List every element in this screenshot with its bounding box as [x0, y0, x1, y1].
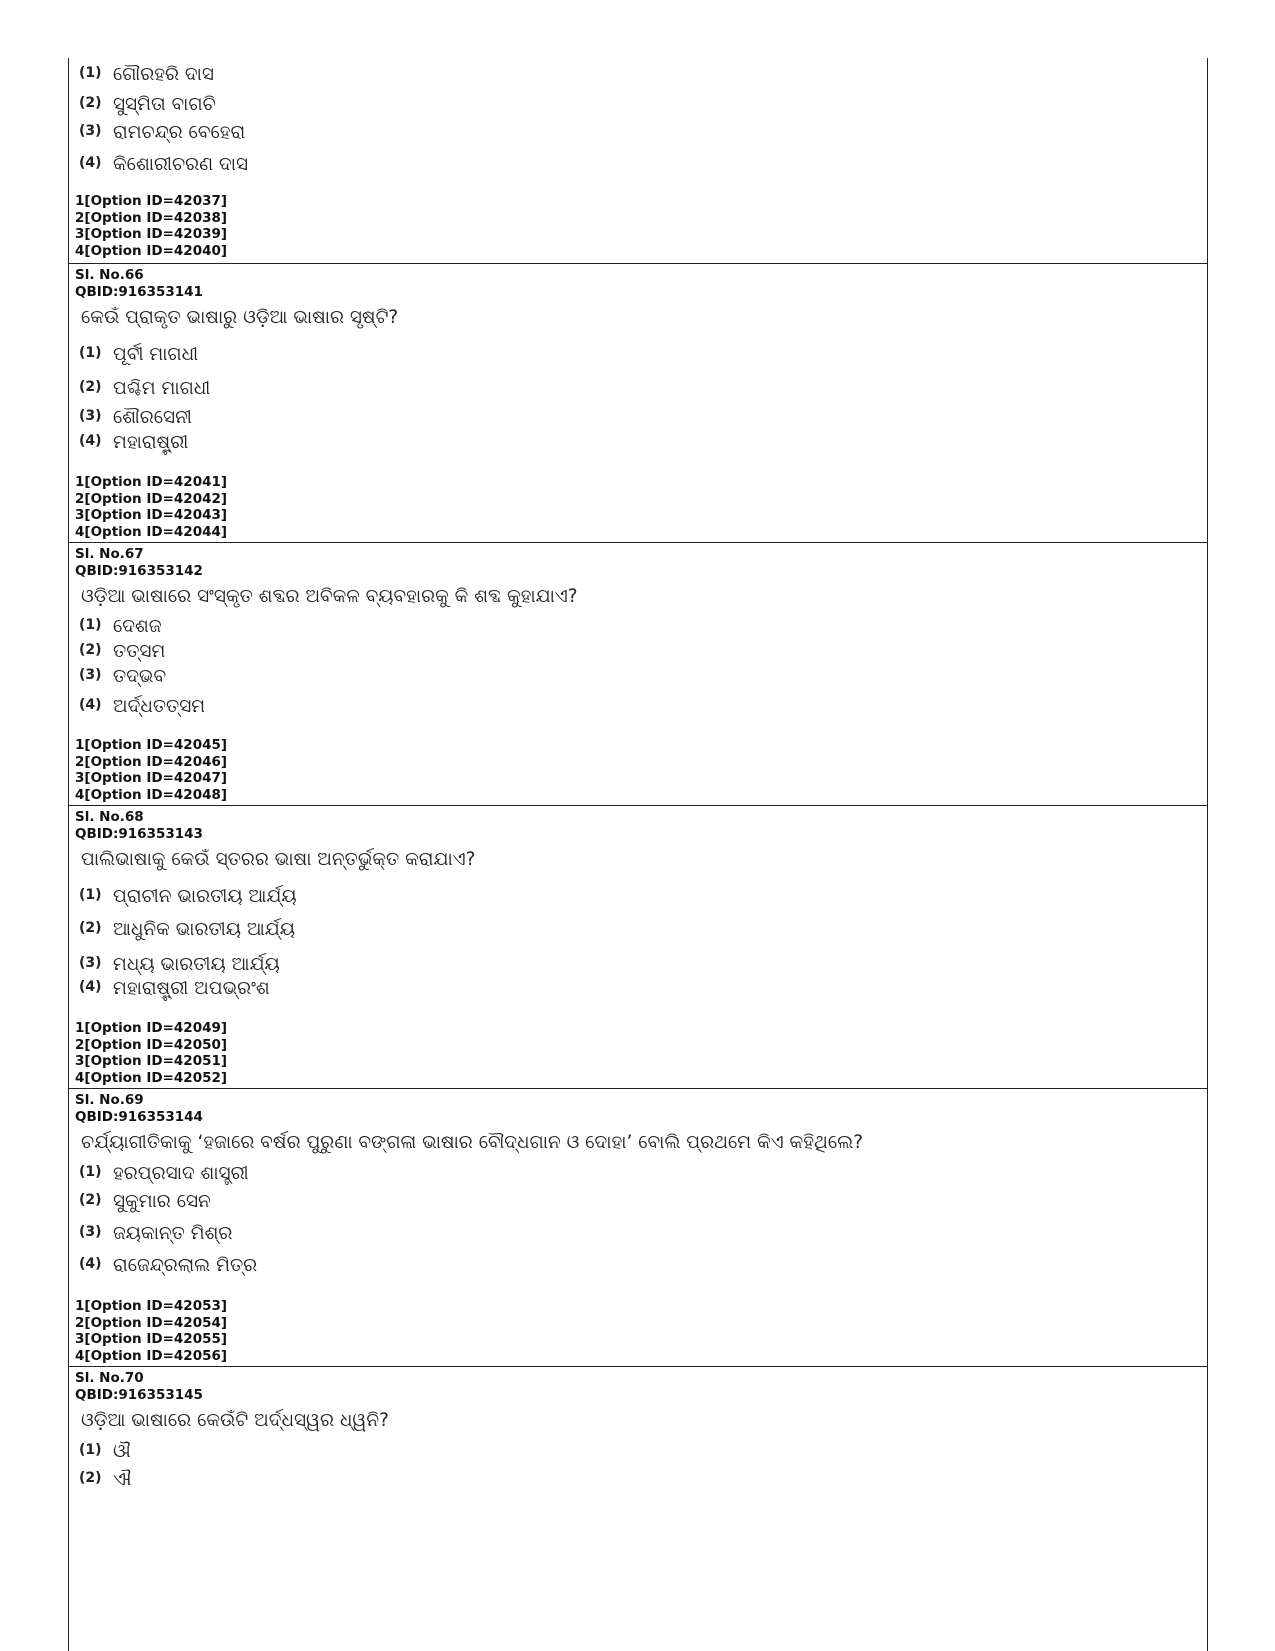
- option-text: ସୁକୁମାର ସେନ: [113, 1191, 211, 1212]
- option-text: ମହାରାଷ୍ଟ୍ରୀ: [113, 432, 189, 453]
- option-number: (1): [79, 1442, 102, 1458]
- option-3: [79, 1223, 232, 1244]
- question-text: ଓଡ଼ିଆ ଭାଷାରେ କେଉଁଟି ଅର୍ଦ୍ଧସ୍ୱର ଧ୍ୱନି?: [81, 1410, 389, 1431]
- option-text: ଅର୍ଦ୍ଧତତ୍ସମ: [113, 696, 206, 717]
- option-4: [79, 432, 188, 453]
- option-number: (1): [79, 345, 102, 361]
- option-3: [79, 122, 245, 143]
- option-3: [79, 954, 280, 975]
- option-number: (3): [79, 667, 102, 683]
- option-text: ଐ: [113, 1469, 132, 1490]
- option-number: (4): [79, 697, 102, 713]
- option-text: ମହାରାଷ୍ଟ୍ରୀ ଅପଭ୍ରଂଶ: [113, 978, 270, 999]
- option-id: 1[Option ID=42045]: [75, 737, 228, 753]
- option-number: (1): [79, 617, 102, 633]
- option-2: [79, 1469, 132, 1490]
- option-1: [79, 616, 162, 637]
- sl-no: Sl. No.69: [75, 1092, 144, 1108]
- option-2: [79, 94, 216, 115]
- option-1: [79, 886, 297, 907]
- option-id: 4[Option ID=42048]: [75, 786, 228, 803]
- option-id: 2[Option ID=42054]: [75, 1314, 228, 1331]
- option-number: (1): [79, 1164, 102, 1180]
- option-id: 1[Option ID=42037]: [75, 193, 228, 209]
- sl-no: Sl. No.70: [75, 1370, 144, 1386]
- option-id: 4[Option ID=42056]: [75, 1347, 228, 1364]
- option-text: ଗୌରହରି ଦାସ: [113, 64, 214, 85]
- option-2: [79, 1191, 211, 1212]
- option-number: (4): [79, 433, 102, 449]
- option-ids: [75, 193, 227, 259]
- option-text: ଦେଶଜ: [113, 616, 162, 637]
- question-text: ଚର୍ଯ୍ୟାଗୀତିକାକୁ ‘ହଜାରେ ବର୍ଷର ପୁରୁଣା ବଙ୍ଗଳା ଭାଷାର ବୌଦ୍ଧଗାନ ଓ ଦୋହା’ ବୋଲି ପ୍ରଥମେ କିଏ କହିଥିଲେ?: [81, 1132, 864, 1153]
- option-text: ତତ୍ସମ: [113, 641, 166, 662]
- qbid: QBID:916353145: [75, 1386, 203, 1403]
- option-id: 2[Option ID=42038]: [75, 209, 228, 226]
- question-block-68: [69, 805, 1207, 1088]
- qbid: QBID:916353144: [75, 1108, 203, 1125]
- option-text: କିଶୋରୀଚରଣ ଦାସ: [113, 154, 249, 175]
- option-number: (3): [79, 1224, 102, 1240]
- option-number: (1): [79, 887, 102, 903]
- option-2: [79, 919, 295, 940]
- option-number: (2): [79, 642, 102, 658]
- option-2: [79, 641, 165, 662]
- question-block-67: [69, 542, 1207, 805]
- option-ids: [75, 737, 227, 803]
- sl-no: Sl. No.68: [75, 809, 144, 825]
- option-text: ଜୟକାନ୍ତ ମିଶ୍ର: [113, 1223, 233, 1244]
- question-block-65: [69, 58, 1207, 263]
- option-text: ସୁସ୍ମିତା ବାଗଚି: [113, 94, 216, 115]
- question-block-69: [69, 1088, 1207, 1366]
- option-id: 2[Option ID=42046]: [75, 753, 228, 770]
- option-id: 1[Option ID=42041]: [75, 474, 228, 490]
- option-3: [79, 666, 166, 687]
- option-id: 1[Option ID=42049]: [75, 1020, 228, 1036]
- option-id: 3[Option ID=42043]: [75, 507, 228, 523]
- option-number: (2): [79, 920, 102, 936]
- option-text: ଶୌରସେନୀ: [113, 407, 192, 428]
- option-ids: [75, 1298, 227, 1364]
- option-number: (3): [79, 123, 102, 139]
- option-text: ହରପ୍ରସାଦ ଶାସ୍ତ୍ରୀ: [113, 1163, 249, 1184]
- option-text: ରାମଚନ୍ଦ୍ର ବେହେରା: [113, 122, 246, 143]
- question-paper-page: [68, 58, 1208, 1651]
- option-text: ପୂର୍ବୀ ମାଗଧୀ: [113, 344, 199, 365]
- option-id: 3[Option ID=42039]: [75, 226, 228, 242]
- option-text: ମଧ୍ୟ ଭାରତୀୟ ଆର୍ଯ୍ୟ: [113, 954, 280, 975]
- option-id: 1[Option ID=42053]: [75, 1298, 228, 1314]
- option-number: (2): [79, 379, 102, 395]
- option-2: [79, 378, 210, 399]
- option-number: (3): [79, 408, 102, 424]
- question-text: ପାଲିଭାଷାକୁ କେଉଁ ସ୍ତରର ଭାଷା ଅନ୍ତର୍ଭୁକ୍ତ କରାଯାଏ?: [81, 849, 476, 870]
- qbid: QBID:916353142: [75, 562, 203, 579]
- option-number: (4): [79, 979, 102, 995]
- question-text: କେଉଁ ପ୍ରାକୃତ ଭାଷାରୁ ଓଡ଼ିଆ ଭାଷାର ସୃଷ୍ଟି?: [81, 307, 399, 328]
- option-ids: [75, 1020, 227, 1086]
- option-4: [79, 1255, 257, 1276]
- option-4: [79, 696, 205, 717]
- sl-no: Sl. No.66: [75, 267, 144, 283]
- option-text: ଔ: [113, 1441, 131, 1462]
- question-text: ଓଡ଼ିଆ ଭାଷାରେ ସଂସ୍କୃତ ଶବ୍ଦର ଅବିକଳ ବ୍ୟବହାରକୁ କି ଶବ୍ଦ କୁହାଯାଏ?: [81, 586, 578, 607]
- option-text: ଆଧୁନିକ ଭାରତୀୟ ଆର୍ଯ୍ୟ: [113, 919, 296, 940]
- option-text: ପ୍ରାଚୀନ ଭାରତୀୟ ଆର୍ଯ୍ୟ: [113, 886, 297, 907]
- option-id: 3[Option ID=42055]: [75, 1331, 228, 1347]
- option-number: (2): [79, 1470, 102, 1486]
- option-1: [79, 1163, 249, 1184]
- option-text: ରାଜେନ୍ଦ୍ରଲାଲ ମିତ୍ର: [113, 1255, 258, 1276]
- option-number: (3): [79, 955, 102, 971]
- option-text: ପଶ୍ଚିମ ମାଗଧୀ: [113, 378, 211, 399]
- question-block-70: [69, 1366, 1207, 1651]
- option-1: [79, 344, 198, 365]
- option-number: (1): [79, 65, 102, 81]
- option-1: [79, 64, 214, 85]
- option-id: 4[Option ID=42044]: [75, 523, 228, 540]
- option-id: 2[Option ID=42050]: [75, 1036, 228, 1053]
- option-4: [79, 154, 248, 175]
- option-id: 4[Option ID=42052]: [75, 1069, 228, 1086]
- option-4: [79, 978, 270, 999]
- sl-no: Sl. No.67: [75, 546, 144, 562]
- option-id: 4[Option ID=42040]: [75, 242, 228, 259]
- option-id: 3[Option ID=42051]: [75, 1053, 228, 1069]
- qbid: QBID:916353143: [75, 825, 203, 842]
- option-1: [79, 1441, 131, 1462]
- option-ids: [75, 474, 227, 540]
- option-id: 2[Option ID=42042]: [75, 490, 228, 507]
- option-number: (2): [79, 1192, 102, 1208]
- option-number: (2): [79, 95, 102, 111]
- qbid: QBID:916353141: [75, 283, 203, 300]
- option-number: (4): [79, 155, 102, 171]
- option-text: ତଦ୍ଭବ: [113, 666, 167, 687]
- question-block-66: [69, 263, 1207, 542]
- option-id: 3[Option ID=42047]: [75, 770, 228, 786]
- option-3: [79, 407, 192, 428]
- option-number: (4): [79, 1256, 102, 1272]
